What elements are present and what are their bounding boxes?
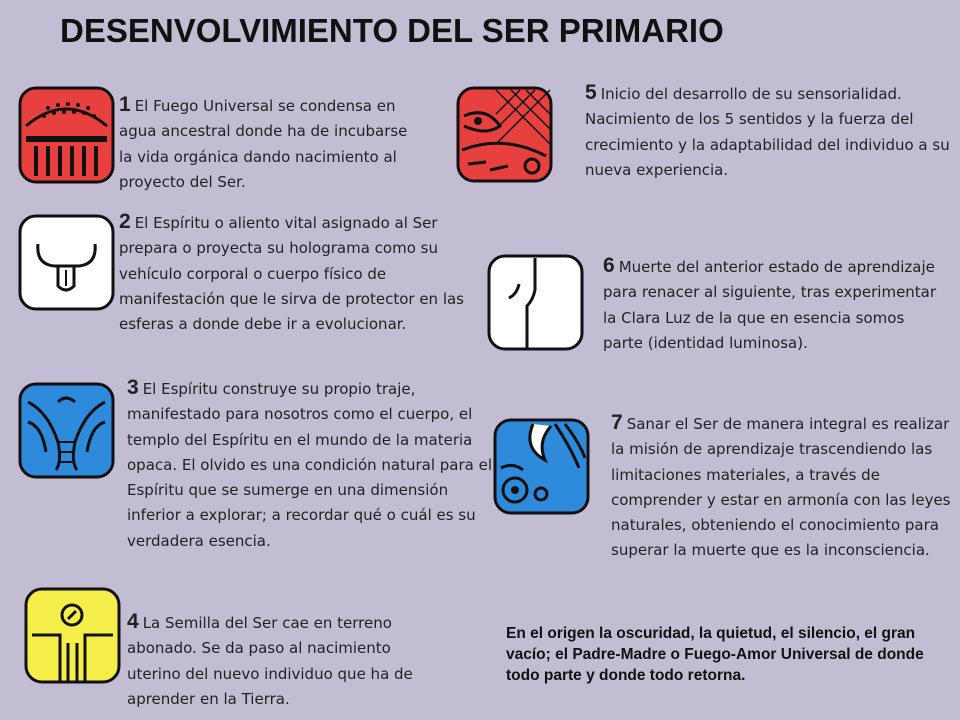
red-dragon-glyph-icon (18, 86, 115, 184)
stage-1-description: El Fuego Universal se condensa en agua ancestral donde ha de incubarse la vida orgánica dando nacimiento al proyecto del Ser. (119, 97, 408, 191)
stage-6-text (603, 253, 943, 356)
stage-2-text (119, 209, 469, 337)
blue-hand-glyph-icon (493, 418, 590, 515)
stage-5-text (585, 80, 957, 183)
yellow-seed-glyph-icon (24, 587, 121, 684)
stage-3-number: 3 (127, 376, 139, 399)
stage-1-number: 1 (119, 93, 131, 116)
white-worldbridger-glyph-icon (487, 254, 584, 351)
red-serpent-glyph-icon (456, 86, 553, 183)
stage-3-description: El Espíritu construye su propio traje, manifestado para nosotros como el cuerpo, el templo del Espíritu en el mundo de la materia opaca. El olvido es una condición natural para el Espíritu que se sumerge en una dimensión inferior a explorar; a recordar qué o cuál es su verdadera esencia. (127, 380, 493, 550)
stage-6-number: 6 (603, 254, 615, 277)
stage-7-text (611, 410, 956, 564)
stage-5-number: 5 (585, 81, 597, 104)
origin-note: En el origen la oscuridad, la quietud, el silencio, el gran vacío; el Padre-Madre o Fuego-Amor Universal de donde todo parte y donde todo retorna. (506, 625, 924, 684)
white-wind-glyph-icon (18, 214, 115, 311)
stage-1-text (119, 92, 419, 195)
stage-4-text (127, 609, 447, 712)
stage-2-number: 2 (119, 210, 131, 233)
stage-4-description: La Semilla del Ser cae en terreno abonado. Se da paso al nacimiento uterino del nuevo individuo que ha de aprender en la Tierra. (127, 614, 413, 708)
stage-7-number: 7 (611, 411, 623, 434)
stage-4-number: 4 (127, 610, 139, 633)
stage-7-description: Sanar el Ser de manera integral es realizar la misión de aprendizaje trascendiendo las limitaciones materiales, a través de comprender y estar en armonía con las leyes naturales, obteniendo el conocimiento para superar la muerte que es la inconsciencia. (611, 415, 951, 560)
stage-3-text (127, 375, 497, 554)
page-title: DESENVOLVIMIENTO DEL SER PRIMARIO (60, 12, 724, 49)
stage-5-description: Inicio del desarrollo de su sensorialidad. Nacimiento de los 5 sentidos y la fuerza del crecimiento y la adaptabilidad del individuo a su nueva experiencia. (585, 85, 950, 179)
stage-6-description: Muerte del anterior estado de aprendizaje para renacer al siguiente, tras experimentar la Clara Luz de la que en esencia somos parte (identidad luminosa). (603, 258, 937, 352)
stage-2-description: El Espíritu o aliento vital asignado al Ser prepara o proyecta su holograma como su vehículo corporal o cuerpo físico de manifestación que le sirva de protector en las esferas a donde debe ir a evolucionar. (119, 214, 464, 334)
blue-night-glyph-icon (18, 382, 115, 479)
